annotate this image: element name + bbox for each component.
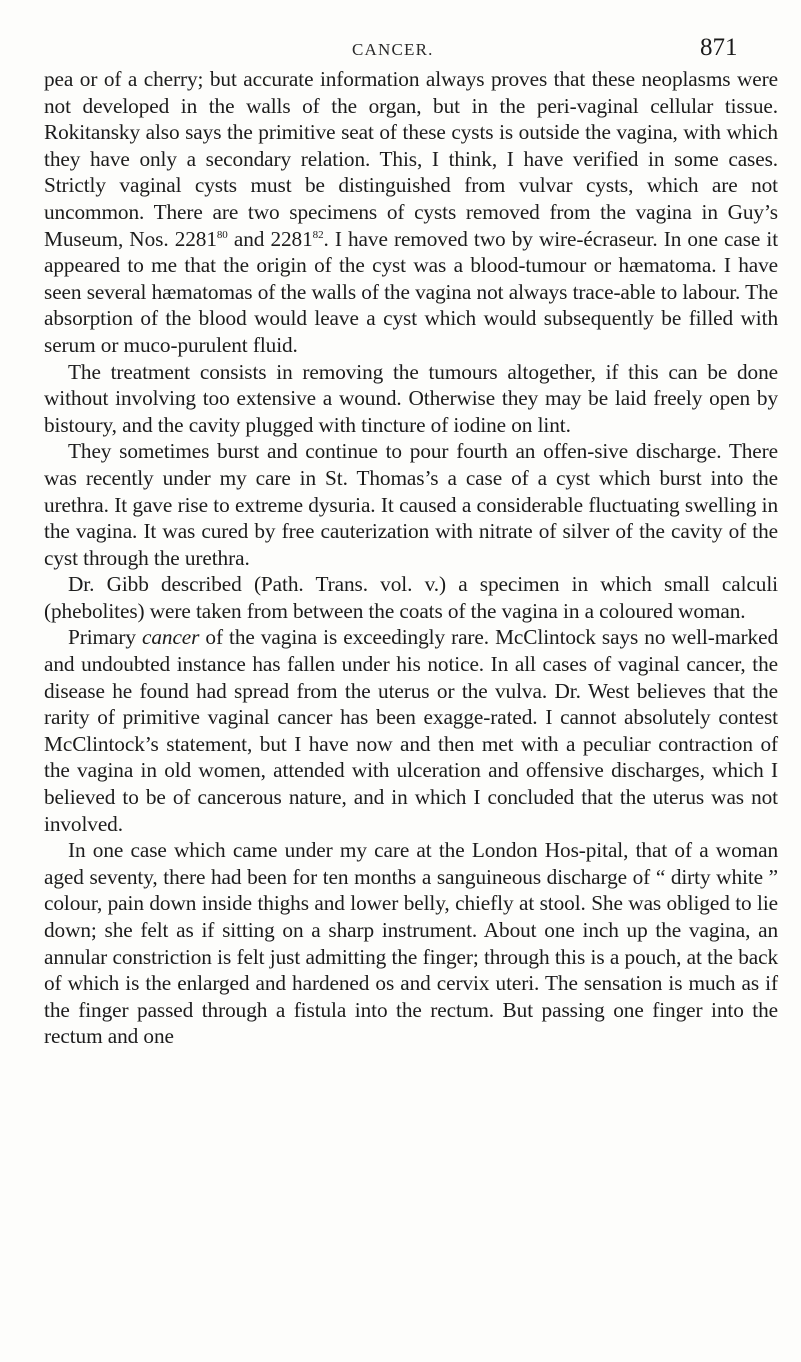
paragraph xyxy=(44,837,778,1050)
running-title: CANCER. xyxy=(352,40,434,59)
paragraph xyxy=(44,438,778,571)
superscript-specimen-number: 80 xyxy=(216,228,228,241)
text-run: of the vagina is exceedingly rare. McClintock says no well-marked and undoubted instance has fallen under his notice. In all cases of vaginal cancer, the disease he found had spread from the uterus or the vulva. Dr. West believes that the rarity of primitive vaginal cancer has been exagge-rated. I cannot absolutely contest McClintock’s statement, but I have now and then met with a peculiar contraction of the vagina in old women, attended with ulceration and offensive discharges, which I believed to be of cancerous nature, and in which I concluded that the uterus was not involved. xyxy=(44,625,778,836)
body-text xyxy=(44,66,778,1050)
emphasized-term: cancer xyxy=(142,625,200,650)
paragraph xyxy=(44,624,778,837)
text-run: Primary xyxy=(68,625,142,650)
superscript-specimen-number: 82 xyxy=(312,228,324,241)
text-run: In one case which came under my care at the London Hos-pital, that of a woman aged seventy, there had been for ten months a sanguineous discharge of “ dirty white ” colour, pain down inside thighs and lower belly, chiefly at stool. She was obliged to lie down; she felt as if sitting on a sharp instrument. About one inch up the vagina, an annular constriction is felt just admitting the finger; through this is a pouch, at the back of which is the enlarged and hardened os and cervix uteri. The sensation is much as if the finger passed through a fistula into the rectum. But passing one finger into the rectum and one xyxy=(44,838,778,1049)
text-run: pea or of a cherry; but accurate information always proves that these neoplasms were not developed in the walls of the organ, but in the peri-vaginal cellular tissue. Rokitansky also says the primitive seat of these cysts is outside the vagina, with which they have only a secondary relation. This, I think, I have verified in some cases. Strictly vaginal cysts must be distinguished from vulvar cysts, which are not uncommon. There are two specimens of cysts removed from the vagina in Guy’s Museum, Nos. 2281 xyxy=(44,67,778,251)
text-run: Dr. Gibb described (Path. Trans. vol. v.) a specimen in which small calculi (phebolites) were taken from between the coats of the vagina in a coloured woman. xyxy=(44,572,778,623)
paragraph xyxy=(44,571,778,624)
paragraph xyxy=(44,359,778,439)
text-run: The treatment consists in removing the tumours altogether, if this can be done without involving too extensive a wound. Otherwise they may be laid freely open by bistoury, and the cavity plugged with tincture of iodine on lint. xyxy=(44,359,778,437)
paragraph xyxy=(44,66,778,359)
text-run: They sometimes burst and continue to pour fourth an offen-sive discharge. There was recently under my care in St. Thomas’s a case of a cyst which burst into the urethra. It gave rise to extreme dysuria. It caused a considerable fluctuating swelling in the vagina. It was cured by free cauterization with nitrate of silver of the cavity of the cyst through the urethra. xyxy=(44,439,778,570)
text-run: and 2281 xyxy=(227,226,313,251)
page-number: 871 xyxy=(700,34,738,61)
text-run: . I have removed two by wire-écraseur. In one case it appeared to me that the origin of the cyst was a blood-tumour or hæmatoma. I have seen several hæmatomas of the walls of the vagina not always trace-able to labour. The absorption of the blood would leave a cyst which would subsequently be filled with serum or muco-purulent fluid. xyxy=(44,226,779,357)
running-head xyxy=(0,34,801,64)
